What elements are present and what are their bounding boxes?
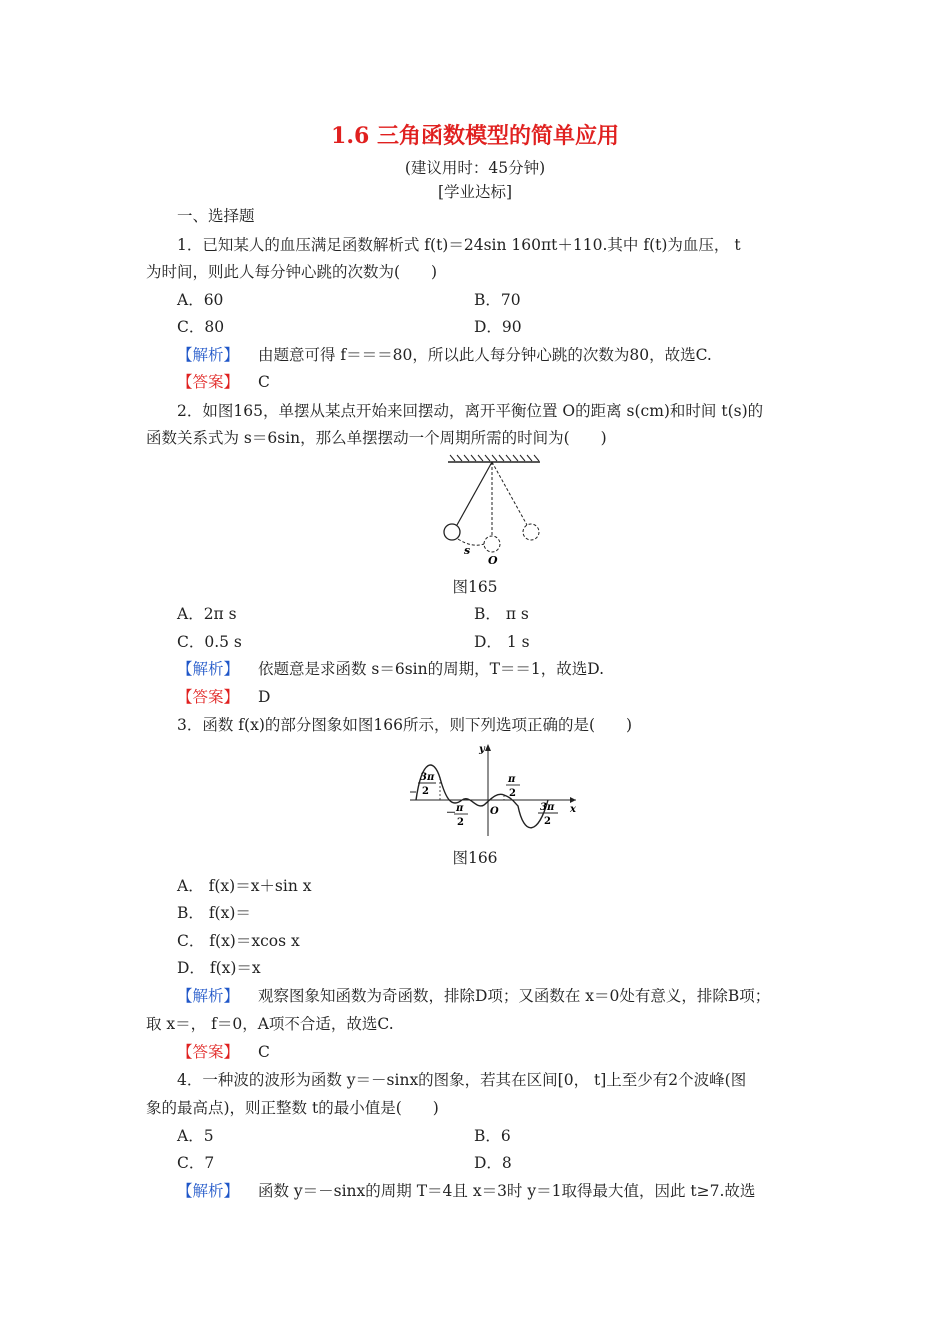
analysis-tag: 【解析】 [177,346,240,364]
q1-stem-line1: 1．已知某人的血压满足函数解析式 f(t)＝24sin 160πt＋110.其中 f(t)为血压， t [177,236,741,254]
figure-caption-166: 图166 [452,849,498,867]
analysis-text: 依题意是求函数 s＝6sin的周期，T＝＝1，故选D. [257,660,605,678]
answer-text: C [257,1043,270,1061]
analysis-text: 由题意可得 f＝＝＝80，所以此人每分钟心跳的次数为80，故选C. [257,346,712,364]
answer-text: D [257,688,271,706]
graph-label-2: 2 [544,816,551,827]
answer-tag: 【答案】 [177,688,240,706]
analysis-tag: 【解析】 [177,987,240,1005]
q4-option-a: A．5 [177,1127,214,1145]
q1-option-d: D．90 [474,318,522,336]
q3-option-b: B． f(x)＝ [177,904,251,922]
analysis-text: 函数 y＝－sinx的周期 T＝4且 x＝3时 y＝1取得最大值，因此 t≥7.故选 [257,1182,756,1200]
graph-label-3pi: 3π [420,772,435,783]
q1-option-a: A．60 [177,291,224,309]
page-title: 1.6 三角函数模型的简单应用 [331,123,619,149]
q2-stem-line1: 2．如图165，单摆从某点开始来回摆动，离开平衡位置 O的距离 s(cm)和时间 t(s)的 [177,402,764,420]
analysis-tag: 【解析】 [177,1182,240,1200]
time-hint: (建议用时：45分钟) [404,159,546,177]
q3-option-c: C． f(x)＝xcos x [177,932,300,950]
q3-option-a: A． f(x)＝x＋sin x [177,877,312,895]
q1-option-c: C．80 [177,318,225,336]
analysis-text: 观察图象知函数为奇函数，排除D项；又函数在 x＝0处有意义，排除B项； [257,987,771,1005]
q2-answer [177,687,270,707]
q3-analysis [177,986,770,1006]
graph-label-3pi: 3π [540,802,555,813]
graph-label-y: y [479,744,485,755]
graph-label-pi: π [508,774,516,785]
analysis-tag: 【解析】 [177,660,240,678]
figure-caption-165: 图165 [452,578,498,596]
q2-option-c: C．0.5 s [177,633,242,651]
q4-option-d: D．8 [474,1154,512,1172]
q2-option-b: B． π s [474,605,529,623]
answer-text: C [257,373,270,391]
graph-label-2: 2 [422,786,429,797]
answer-tag: 【答案】 [177,373,240,391]
graph-label-o: O [490,806,499,817]
q1-option-b: B．70 [474,291,521,309]
q3-stem-line1: 3．函数 f(x)的部分图象如图166所示，则下列选项正确的是( ) [177,716,633,734]
q3-answer [177,1042,270,1062]
q1-analysis [177,345,712,365]
q4-option-c: C．7 [177,1154,215,1172]
section-tag: [学业达标] [437,183,513,201]
q4-stem-line2: 象的最高点)，则正整数 t的最小值是( ) [146,1099,439,1117]
graph-label-2: 2 [457,817,464,828]
q2-stem-line2: 函数关系式为 s＝6sin，那么单摆摆动一个周期所需的时间为( ) [146,429,607,447]
answer-tag: 【答案】 [177,1043,240,1061]
q1-stem-line2: 为时间，则此人每分钟心跳的次数为( ) [146,263,438,281]
figure-label-o: O [488,554,498,567]
graph-label-x: x [570,804,576,815]
q2-option-d: D． 1 s [474,633,530,651]
graph-label-2: 2 [509,788,516,799]
q1-answer [177,372,270,392]
q4-analysis [177,1181,755,1201]
section-heading: 一、选择题 [177,207,255,225]
q2-option-a: A．2π s [177,605,237,623]
graph-label-pi: π [456,803,464,814]
q4-stem-line1: 4．一种波的波形为函数 y＝－sinx的图象，若其在区间[0， t]上至少有2个波峰(图 [177,1071,747,1089]
pendulum-figure [430,452,550,568]
q4-option-b: B．6 [474,1127,511,1145]
function-graph-figure [404,740,586,840]
q2-analysis [177,659,604,679]
figure-label-s: s [464,544,471,557]
q3-option-d: D． f(x)＝x [177,959,261,977]
q3-analysis-line2: 取 x＝， f＝0，A项不合适，故选C. [146,1015,394,1033]
graph-label-minus: － [446,808,456,819]
